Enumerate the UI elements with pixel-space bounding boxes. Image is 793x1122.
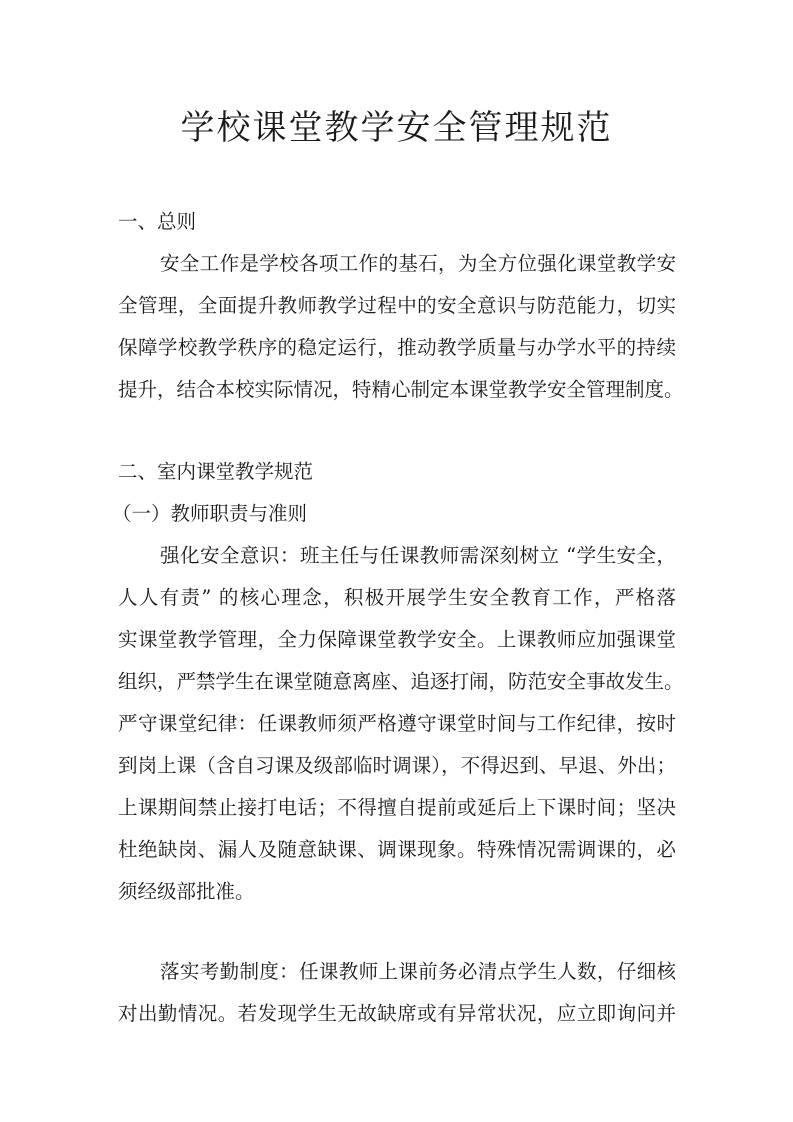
paragraph-line: 须经级部批准。 xyxy=(118,880,255,903)
paragraph-line: 严守课堂纪律：任课教师须严格遵守课堂时间与工作纪律，按时 xyxy=(118,712,676,735)
paragraph-line: 人人有责” 的核心理念，积极开展学生安全教育工作，严格落 xyxy=(118,586,676,609)
paragraph-line: 上课期间禁止接打电话；不得擅自提前或延后上下课时间；坚决 xyxy=(118,796,676,819)
paragraph-line: 组织，严禁学生在课堂随意离座、追逐打闹，防范安全事故发生。 xyxy=(118,670,684,693)
section-heading-general: 一、总则 xyxy=(118,210,197,233)
section-heading-classroom: 二、室内课堂教学规范 xyxy=(118,460,314,483)
document-title: 学校课堂教学安全管理规范 xyxy=(180,108,613,148)
paragraph-line: 保障学校教学秩序的稳定运行，推动教学质量与办学水平的持续 xyxy=(118,336,676,359)
paragraph-line: 全管理，全面提升教师教学过程中的安全意识与防范能力，切实 xyxy=(118,294,676,317)
subsection-heading-teacher-duties: （一）教师职责与准则 xyxy=(112,502,308,525)
paragraph-line: 提升，结合本校实际情况，特精心制定本课堂教学安全管理制度。 xyxy=(118,378,684,401)
paragraph-line: 对出勤情况。若发现学生无故缺席或有异常状况，应立即询问并 xyxy=(118,1002,676,1025)
paragraph-line: 安全工作是学校各项工作的基石，为全方位强化课堂教学安 xyxy=(160,252,676,275)
paragraph-line: 实课堂教学管理，全力保障课堂教学安全。上课教师应加强课堂 xyxy=(118,628,676,651)
paragraph-line: 到岗上课（含自习课及级部临时调课），不得迟到、早退、外出； xyxy=(118,754,676,777)
paragraph-line: 落实考勤制度：任课教师上课前务必清点学生人数，仔细核 xyxy=(160,960,676,983)
paragraph-line: 杜绝缺岗、漏人及随意缺课、调课现象。特殊情况需调课的，必 xyxy=(118,838,676,861)
paragraph-line: 强化安全意识：班主任与任课教师需深刻树立 “学生安全， xyxy=(160,544,676,567)
